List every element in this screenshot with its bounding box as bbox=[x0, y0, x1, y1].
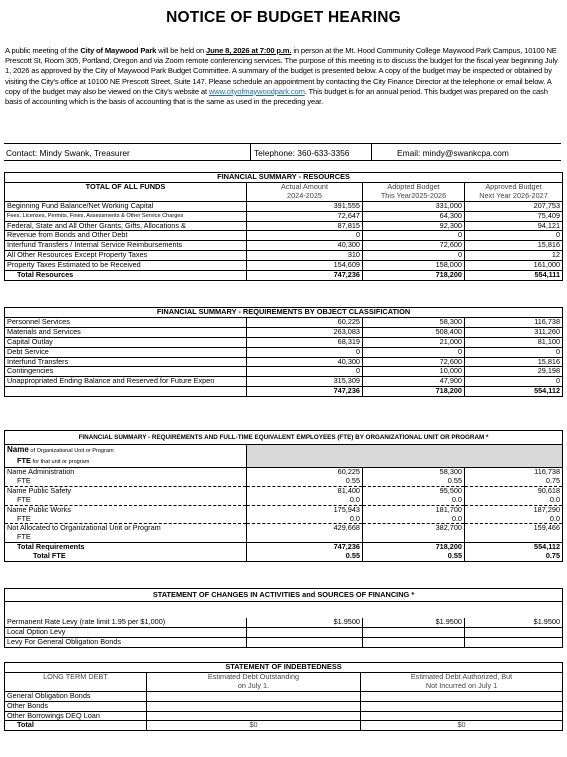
row-value-b: 181,700 bbox=[363, 505, 465, 514]
row-label: Materials and Services bbox=[5, 327, 247, 337]
row-label: FTE bbox=[5, 477, 247, 486]
row-value-a: 68,319 bbox=[247, 337, 363, 347]
table-row bbox=[5, 241, 563, 251]
row-label: Levy For General Obligation Bonds bbox=[5, 637, 247, 647]
row-value-a: 263,083 bbox=[247, 327, 363, 337]
col-header-adopted: Adopted Budget bbox=[363, 182, 465, 191]
fte-total-approved: 0.75 bbox=[465, 552, 563, 561]
debt-col-authorized-2: Not Incurred on July 1 bbox=[361, 682, 563, 691]
contact-bar bbox=[4, 143, 561, 161]
table-row bbox=[5, 496, 563, 505]
row-value-c: 90,618 bbox=[465, 486, 563, 495]
row-label: Capital Outlay bbox=[5, 337, 247, 347]
row-value-c: 0 bbox=[465, 231, 563, 241]
debt-title: STATEMENT OF INDEBTEDNESS bbox=[5, 663, 563, 673]
row-label: Federal, State and All Other Grants, Gifts, Allocations & bbox=[5, 221, 247, 231]
fte-head-name: Name bbox=[7, 445, 29, 454]
row-value-b: 10,000 bbox=[363, 367, 465, 377]
table-row bbox=[5, 337, 563, 347]
row-value-c: 29,198 bbox=[465, 367, 563, 377]
contact-phone: Telephone: 360-633-3356 bbox=[254, 148, 350, 158]
row-value-c: 75,409 bbox=[465, 211, 563, 221]
row-value-b: 382,700 bbox=[363, 524, 465, 533]
fte-total-req-adopted: 718,200 bbox=[363, 543, 465, 552]
row-value-c: 116,738 bbox=[465, 468, 563, 477]
row-value-c bbox=[465, 533, 563, 542]
city-website-link[interactable]: www.cityofmaywoodpark.com bbox=[208, 86, 305, 96]
row-value-b: 0 bbox=[363, 347, 465, 357]
row-label: Not Allocated to Organizational Unit or Program bbox=[5, 524, 247, 533]
resources-title: FINANCIAL SUMMARY - RESOURCES bbox=[5, 173, 563, 183]
fte-total-req-actual: 747,236 bbox=[247, 543, 363, 552]
row-label: Name Public Safety bbox=[5, 486, 247, 495]
table-row bbox=[5, 477, 563, 486]
row-value-c: 311,260 bbox=[465, 327, 563, 337]
table-row bbox=[5, 701, 563, 711]
row-value-b: 58,300 bbox=[363, 317, 465, 327]
row-value-a bbox=[147, 691, 361, 701]
row-value-b: 72,600 bbox=[363, 357, 465, 367]
col-header-actual: Actual Amount bbox=[247, 182, 363, 191]
table-row bbox=[5, 486, 563, 495]
contact-email: Email: mindy@swankcpa.com bbox=[397, 148, 509, 158]
row-value-b: 92,300 bbox=[363, 221, 465, 231]
row-value-b: 0 bbox=[363, 251, 465, 261]
debt-col-label: LONG TERM DEBT bbox=[5, 672, 147, 681]
row-value-a: 40,300 bbox=[247, 357, 363, 367]
table-row bbox=[5, 211, 563, 221]
row-value-a: 0.0 bbox=[247, 515, 363, 524]
table-row bbox=[5, 221, 563, 231]
table-row bbox=[5, 231, 563, 241]
row-value-a: 429,668 bbox=[247, 524, 363, 533]
row-value-c: 0 bbox=[465, 377, 563, 387]
row-value-a: 60,225 bbox=[247, 468, 363, 477]
row-value-a: 391,555 bbox=[247, 201, 363, 211]
row-value-b: $1.9500 bbox=[363, 618, 465, 627]
row-value-c: 12 bbox=[465, 251, 563, 261]
table-row bbox=[5, 377, 563, 387]
row-label: Name Administration bbox=[5, 468, 247, 477]
table-row bbox=[5, 618, 563, 627]
total-resources-actual: 747,236 bbox=[247, 271, 363, 281]
row-value-a: 60,225 bbox=[247, 317, 363, 327]
row-value-a: 0.55 bbox=[247, 477, 363, 486]
col-header-actual-year: 2024-2025 bbox=[247, 192, 363, 201]
row-value-c: $1.9500 bbox=[465, 618, 563, 627]
row-label: Local Option Levy bbox=[5, 627, 247, 637]
table-row bbox=[5, 261, 563, 271]
row-label: Personnel Services bbox=[5, 317, 247, 327]
total-requirements-actual: 747,236 bbox=[247, 387, 363, 397]
row-value-a bbox=[147, 701, 361, 711]
fte-head-name-desc: of Organizational Unit or Program bbox=[28, 448, 114, 454]
row-value-a: 0 bbox=[247, 347, 363, 357]
row-value-b bbox=[363, 637, 465, 647]
table-row bbox=[5, 515, 563, 524]
row-label: Interfund Transfers bbox=[5, 357, 247, 367]
page-title: NOTICE OF BUDGET HEARING bbox=[166, 9, 401, 26]
row-value-c: 0 bbox=[465, 347, 563, 357]
table-row bbox=[5, 327, 563, 337]
row-value-a: 0 bbox=[247, 231, 363, 241]
table-row bbox=[5, 317, 563, 327]
row-value-c: 0.75 bbox=[465, 477, 563, 486]
row-label: Name Public Works bbox=[5, 505, 247, 514]
debt-table bbox=[4, 662, 563, 731]
row-value-c: 159,466 bbox=[465, 524, 563, 533]
row-value-b: 158,000 bbox=[363, 261, 465, 271]
row-value-b: 0.55 bbox=[363, 477, 465, 486]
row-value-a bbox=[247, 637, 363, 647]
row-label: FTE bbox=[5, 533, 247, 542]
table-row bbox=[5, 251, 563, 261]
total-resources-approved: 554,111 bbox=[465, 271, 563, 281]
table-row bbox=[5, 201, 563, 211]
row-label: Property Taxes Estimated to be Received bbox=[5, 261, 247, 271]
table-row bbox=[5, 711, 563, 721]
row-value-b bbox=[361, 691, 563, 701]
resources-table bbox=[4, 172, 563, 281]
table-row bbox=[5, 357, 563, 367]
table-row bbox=[5, 468, 563, 477]
total-fte-label: Total FTE bbox=[5, 552, 247, 561]
fte-total-adopted: 0.55 bbox=[363, 552, 465, 561]
row-label: Interfund Transfers / Internal Service Reimbursements bbox=[5, 241, 247, 251]
total-req-label: Total Requirements bbox=[5, 543, 247, 552]
fte-head-fte-desc: for that unit or program bbox=[30, 459, 90, 465]
row-value-a: 72,647 bbox=[247, 211, 363, 221]
total-resources-adopted: 718,200 bbox=[363, 271, 465, 281]
table-row bbox=[5, 367, 563, 377]
row-value-c: 15,816 bbox=[465, 357, 563, 367]
row-value-a: 154,609 bbox=[247, 261, 363, 271]
row-value-c: 15,816 bbox=[465, 241, 563, 251]
fte-total-req-approved: 554,112 bbox=[465, 543, 563, 552]
row-value-a: 40,300 bbox=[247, 241, 363, 251]
row-label: Fees, Licenses, Permits, Fines, Assessments & Other Service Charges bbox=[5, 211, 247, 221]
row-value-b: 0.0 bbox=[363, 496, 465, 505]
row-value-a: 81,400 bbox=[247, 486, 363, 495]
row-value-b: 64,300 bbox=[363, 211, 465, 221]
table-row bbox=[5, 505, 563, 514]
row-label: Other Borrowings DEQ Loan bbox=[5, 711, 147, 721]
row-label: FTE bbox=[5, 496, 247, 505]
row-label: All Other Resources Except Property Taxes bbox=[5, 251, 247, 261]
row-value-b: 58,300 bbox=[363, 468, 465, 477]
col-header-adopted-year: This Year2025-2026 bbox=[363, 192, 465, 201]
col-header-approved: Approved Budget bbox=[465, 182, 563, 191]
debt-total-outstanding: $0 bbox=[147, 721, 361, 731]
row-value-c: 94,121 bbox=[465, 221, 563, 231]
row-label: Debt Service bbox=[5, 347, 247, 357]
row-value-b: 508,400 bbox=[363, 327, 465, 337]
table-row bbox=[5, 347, 563, 357]
table-row bbox=[5, 691, 563, 701]
row-value-b: 95,500 bbox=[363, 486, 465, 495]
row-value-b: 72,600 bbox=[363, 241, 465, 251]
row-label: Other Bonds bbox=[5, 701, 147, 711]
fte-total-actual: 0.55 bbox=[247, 552, 363, 561]
table-row bbox=[5, 627, 563, 637]
row-value-a bbox=[247, 627, 363, 637]
debt-col-authorized: Estimated Debt Authorized, But bbox=[361, 672, 563, 681]
changes-title: STATEMENT OF CHANGES IN ACTIVITIES and SOURCES OF FINANCING * bbox=[5, 589, 563, 602]
row-value-c: 116,738 bbox=[465, 317, 563, 327]
row-value-c bbox=[465, 637, 563, 647]
row-label: Revenue from Bonds and Other Debt bbox=[5, 231, 247, 241]
total-requirements-approved: 554,112 bbox=[465, 387, 563, 397]
row-value-b bbox=[363, 627, 465, 637]
row-value-a: 315,309 bbox=[247, 377, 363, 387]
row-label: Beginning Fund Balance/Net Working Capital bbox=[5, 201, 247, 211]
col-header-approved-year: Next Year 2026-2027 bbox=[465, 192, 563, 201]
row-value-c: 0.0 bbox=[465, 496, 563, 505]
row-value-b: 331,000 bbox=[363, 201, 465, 211]
intro-paragraph: A public meeting of the City of Maywood Park will be held on June 8, 2026 at 7:00 p.m. in person at the Mt. Hood Community College Maywood Park Campus, 10100 NE Prescott St, Room 305, Portland, Oregon and via Zoom remote conferencing services. The purpose of this meeting is to discuss the budget for the fiscal year beginning July 1, 2026 as approved by the City of Maywood Park Budget Committee. A summary of the budget is presented below. A copy of the budget may be inspected or obtained by visiting the City's office at 10100 NE Prescott Street, Suite 147. Please schedule an appointment by contacting the City Finance Director at the telephone or email below. A copy of the budget may also be viewed on the City's website at www.cityofmaywoodpark.com. This budget is for an annual period. This budget was prepared on the cash basis of accounting which is the basis of accounting that is the same as used in the preceding year. bbox=[5, 46, 558, 107]
row-value-b: 21,000 bbox=[363, 337, 465, 347]
row-label: Permanent Rate Levy (rate limit 1.95 per $1,000) bbox=[5, 618, 247, 627]
changes-table bbox=[4, 588, 563, 648]
requirements-table bbox=[4, 307, 563, 397]
row-value-a: 0.0 bbox=[247, 496, 363, 505]
row-label: Contingencies bbox=[5, 367, 247, 377]
fte-head-fte: FTE bbox=[17, 456, 31, 465]
meeting-date: June 8, 2026 at 7:00 p.m. bbox=[206, 46, 292, 55]
row-label: General Obligation Bonds bbox=[5, 691, 147, 701]
row-value-b: 47,900 bbox=[363, 377, 465, 387]
row-value-a: 310 bbox=[247, 251, 363, 261]
row-value-b: 0 bbox=[363, 231, 465, 241]
debt-total-authorized: $0 bbox=[361, 721, 563, 731]
row-label: Unappropriated Ending Balance and Reserved for Future Expen bbox=[5, 377, 247, 387]
city-name: City of Maywood Park bbox=[80, 46, 157, 55]
row-value-b bbox=[363, 533, 465, 542]
row-value-c: 187,290 bbox=[465, 505, 563, 514]
row-value-c: 161,000 bbox=[465, 261, 563, 271]
table-row bbox=[5, 637, 563, 647]
fte-title: FINANCIAL SUMMARY - REQUIREMENTS AND FULL-TIME EQUIVALENT EMPLOYEES (FTE) BY ORGANIZATIONAL UNIT OR PROGRAM * bbox=[5, 431, 563, 445]
row-value-a: $1.9500 bbox=[247, 618, 363, 627]
row-value-b: 0.0 bbox=[363, 515, 465, 524]
resources-col-label: TOTAL OF ALL FUNDS bbox=[5, 182, 247, 191]
table-row bbox=[5, 524, 563, 533]
row-value-a: 175,943 bbox=[247, 505, 363, 514]
fte-table bbox=[4, 430, 563, 562]
row-value-c bbox=[465, 627, 563, 637]
row-value-a bbox=[147, 711, 361, 721]
row-value-b bbox=[361, 701, 563, 711]
row-value-c: 81,100 bbox=[465, 337, 563, 347]
row-value-a: 87,815 bbox=[247, 221, 363, 231]
requirements-title: FINANCIAL SUMMARY - REQUIREMENTS BY OBJECT CLASSIFICATION bbox=[5, 308, 563, 318]
row-value-a: 0 bbox=[247, 367, 363, 377]
row-value-b bbox=[361, 711, 563, 721]
debt-col-outstanding-2: on July 1. bbox=[147, 682, 361, 691]
row-value-c: 0.0 bbox=[465, 515, 563, 524]
row-value-a bbox=[247, 533, 363, 542]
row-label: FTE bbox=[5, 515, 247, 524]
debt-col-outstanding: Estimated Debt Outstanding bbox=[147, 672, 361, 681]
contact-name: Contact: Mindy Swank, Treasurer bbox=[6, 148, 130, 158]
total-resources-label: Total Resources bbox=[5, 271, 247, 281]
total-requirements-adopted: 718,200 bbox=[363, 387, 465, 397]
table-row bbox=[5, 533, 563, 542]
debt-total-label: Total bbox=[5, 721, 147, 731]
row-value-c: 207,753 bbox=[465, 201, 563, 211]
